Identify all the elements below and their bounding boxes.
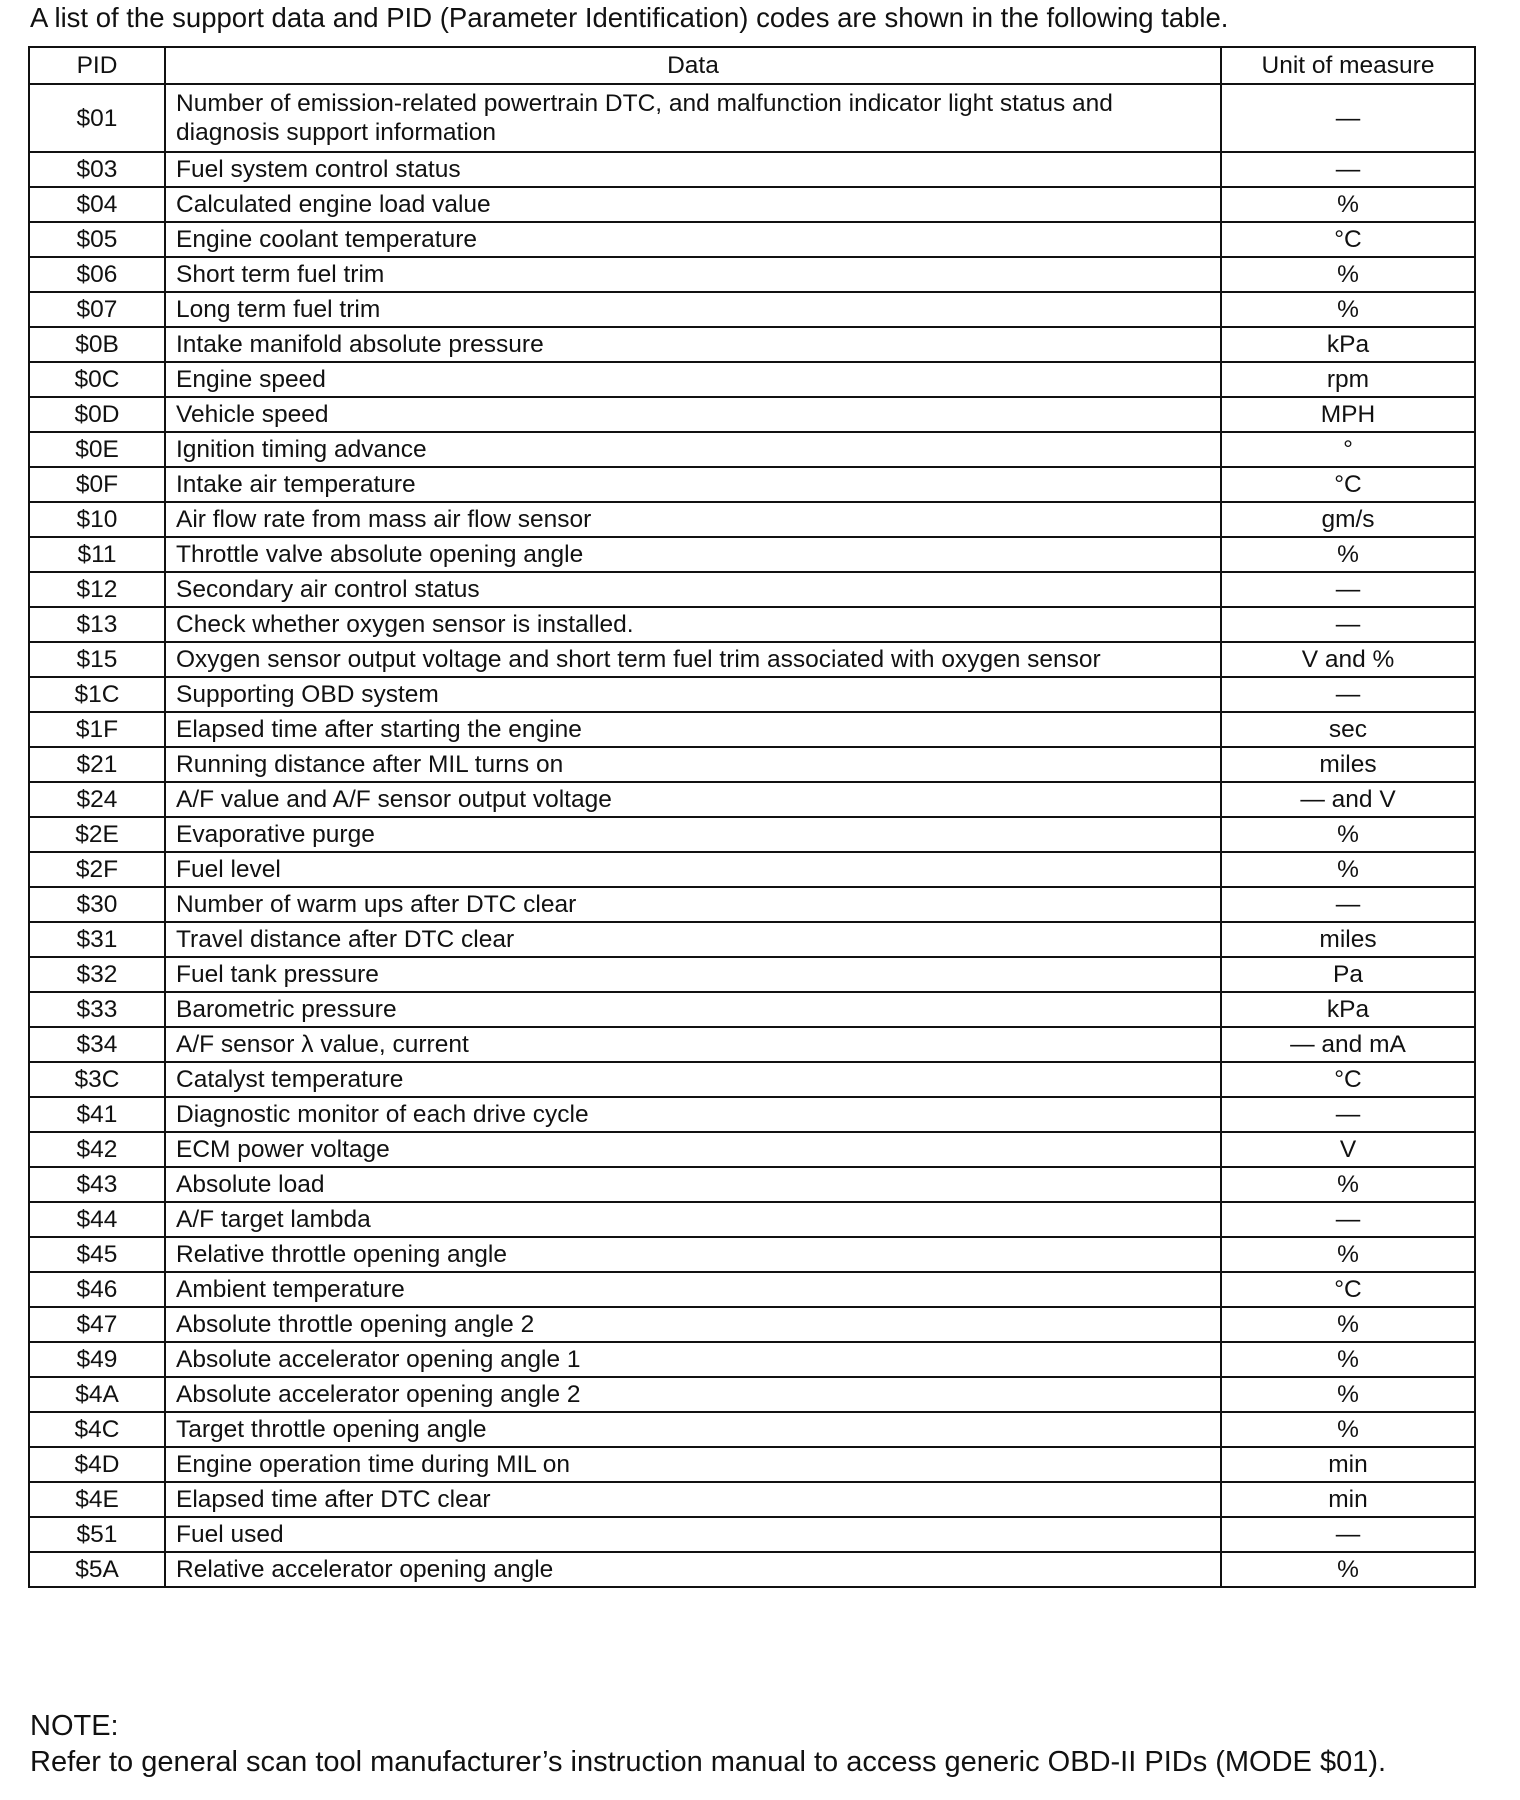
data-cell: A/F value and A/F sensor output voltage	[165, 782, 1221, 817]
table-row	[29, 467, 1475, 502]
data-cell: Absolute accelerator opening angle 1	[165, 1342, 1221, 1377]
unit-cell: °C	[1221, 1272, 1475, 1307]
pid-cell: $4D	[29, 1447, 165, 1482]
table-row	[29, 957, 1475, 992]
data-cell: Catalyst temperature	[165, 1062, 1221, 1097]
unit-cell: —	[1221, 607, 1475, 642]
data-cell: Oxygen sensor output voltage and short term fuel trim associated with oxygen sensor	[165, 642, 1221, 677]
data-cell: Engine speed	[165, 362, 1221, 397]
table-row	[29, 1027, 1475, 1062]
table-row	[29, 292, 1475, 327]
pid-cell: $0B	[29, 327, 165, 362]
table-row	[29, 992, 1475, 1027]
unit-cell: —	[1221, 572, 1475, 607]
unit-cell: %	[1221, 1167, 1475, 1202]
data-cell: Engine operation time during MIL on	[165, 1447, 1221, 1482]
unit-cell: %	[1221, 1342, 1475, 1377]
unit-cell: V and %	[1221, 642, 1475, 677]
pid-cell: $5A	[29, 1552, 165, 1587]
table-row	[29, 1377, 1475, 1412]
table-row	[29, 607, 1475, 642]
data-cell: Absolute throttle opening angle 2	[165, 1307, 1221, 1342]
data-cell: Throttle valve absolute opening angle	[165, 537, 1221, 572]
pid-cell: $49	[29, 1342, 165, 1377]
pid-cell: $01	[29, 84, 165, 152]
data-cell: Calculated engine load value	[165, 187, 1221, 222]
unit-cell: °C	[1221, 467, 1475, 502]
pid-cell: $05	[29, 222, 165, 257]
table-row	[29, 502, 1475, 537]
table-row	[29, 572, 1475, 607]
table-row	[29, 1482, 1475, 1517]
pid-cell: $1F	[29, 712, 165, 747]
table-header	[29, 47, 1475, 84]
pid-cell: $43	[29, 1167, 165, 1202]
data-cell: Vehicle speed	[165, 397, 1221, 432]
unit-cell: kPa	[1221, 327, 1475, 362]
table-row	[29, 1412, 1475, 1447]
data-cell: Evaporative purge	[165, 817, 1221, 852]
table-row	[29, 1307, 1475, 1342]
unit-cell: %	[1221, 257, 1475, 292]
data-cell: Absolute accelerator opening angle 2	[165, 1377, 1221, 1412]
table-body	[29, 84, 1475, 1587]
data-cell: Travel distance after DTC clear	[165, 922, 1221, 957]
data-cell: ECM power voltage	[165, 1132, 1221, 1167]
data-cell: Secondary air control status	[165, 572, 1221, 607]
table-row	[29, 1517, 1475, 1552]
unit-cell: %	[1221, 1237, 1475, 1272]
data-cell: Intake manifold absolute pressure	[165, 327, 1221, 362]
data-cell: Check whether oxygen sensor is installed.	[165, 607, 1221, 642]
unit-cell: %	[1221, 1307, 1475, 1342]
table-row	[29, 1552, 1475, 1587]
pid-cell: $3C	[29, 1062, 165, 1097]
table-row	[29, 432, 1475, 467]
data-cell: Elapsed time after DTC clear	[165, 1482, 1221, 1517]
table-row	[29, 1447, 1475, 1482]
unit-cell: rpm	[1221, 362, 1475, 397]
pid-cell: $34	[29, 1027, 165, 1062]
unit-cell: —	[1221, 1202, 1475, 1237]
pid-cell: $30	[29, 887, 165, 922]
pid-cell: $31	[29, 922, 165, 957]
pid-cell: $4A	[29, 1377, 165, 1412]
pid-cell: $03	[29, 152, 165, 187]
data-cell: Elapsed time after starting the engine	[165, 712, 1221, 747]
intro-paragraph: A list of the support data and PID (Parameter Identification) codes are shown in the following table.	[30, 2, 1229, 33]
pid-cell: $15	[29, 642, 165, 677]
unit-cell: — and mA	[1221, 1027, 1475, 1062]
pid-cell: $13	[29, 607, 165, 642]
unit-cell: sec	[1221, 712, 1475, 747]
table-row	[29, 1202, 1475, 1237]
table-row	[29, 1062, 1475, 1097]
table-row	[29, 152, 1475, 187]
pid-cell: $1C	[29, 677, 165, 712]
data-cell: Number of warm ups after DTC clear	[165, 887, 1221, 922]
data-cell: A/F sensor λ value, current	[165, 1027, 1221, 1062]
pid-cell: $4C	[29, 1412, 165, 1447]
data-cell: Long term fuel trim	[165, 292, 1221, 327]
unit-cell: %	[1221, 187, 1475, 222]
unit-cell: miles	[1221, 922, 1475, 957]
table-row	[29, 887, 1475, 922]
note-label: NOTE:	[30, 1710, 119, 1742]
pid-cell: $0C	[29, 362, 165, 397]
pid-cell: $12	[29, 572, 165, 607]
pid-cell: $06	[29, 257, 165, 292]
note-block	[30, 1708, 1500, 1780]
data-cell: Supporting OBD system	[165, 677, 1221, 712]
pid-cell: $07	[29, 292, 165, 327]
data-cell: Running distance after MIL turns on	[165, 747, 1221, 782]
table-row	[29, 747, 1475, 782]
pid-cell: $0E	[29, 432, 165, 467]
pid-cell: $04	[29, 187, 165, 222]
unit-cell: %	[1221, 537, 1475, 572]
table-row	[29, 712, 1475, 747]
pid-cell: $51	[29, 1517, 165, 1552]
unit-cell: kPa	[1221, 992, 1475, 1027]
pid-cell: $4E	[29, 1482, 165, 1517]
pid-cell: $10	[29, 502, 165, 537]
pid-cell: $41	[29, 1097, 165, 1132]
data-cell: Fuel used	[165, 1517, 1221, 1552]
table-row	[29, 1272, 1475, 1307]
table-row	[29, 257, 1475, 292]
data-cell: Ignition timing advance	[165, 432, 1221, 467]
table-row	[29, 1167, 1475, 1202]
header-data: Data	[165, 47, 1221, 84]
data-cell: Relative throttle opening angle	[165, 1237, 1221, 1272]
data-cell: Intake air temperature	[165, 467, 1221, 502]
unit-cell: °C	[1221, 222, 1475, 257]
data-cell: Relative accelerator opening angle	[165, 1552, 1221, 1587]
table-row	[29, 397, 1475, 432]
data-cell: Engine coolant temperature	[165, 222, 1221, 257]
data-cell: Fuel tank pressure	[165, 957, 1221, 992]
unit-cell: —	[1221, 677, 1475, 712]
pid-cell: $21	[29, 747, 165, 782]
pid-table	[28, 46, 1476, 1588]
pid-cell: $47	[29, 1307, 165, 1342]
unit-cell: %	[1221, 1552, 1475, 1587]
unit-cell: —	[1221, 84, 1475, 152]
table-row	[29, 84, 1475, 152]
unit-cell: %	[1221, 1377, 1475, 1412]
unit-cell: MPH	[1221, 397, 1475, 432]
table-row	[29, 1132, 1475, 1167]
table-row	[29, 327, 1475, 362]
table-row	[29, 537, 1475, 572]
data-cell: Number of emission-related powertrain DTC, and malfunction indicator light status and diagnosis support information	[165, 84, 1221, 152]
pid-cell: $45	[29, 1237, 165, 1272]
unit-cell: miles	[1221, 747, 1475, 782]
data-cell: Air flow rate from mass air flow sensor	[165, 502, 1221, 537]
data-cell: Diagnostic monitor of each drive cycle	[165, 1097, 1221, 1132]
header-row	[29, 47, 1475, 84]
pid-cell: $11	[29, 537, 165, 572]
table-row	[29, 852, 1475, 887]
table-row	[29, 677, 1475, 712]
table-row	[29, 1342, 1475, 1377]
pid-cell: $2E	[29, 817, 165, 852]
unit-cell: V	[1221, 1132, 1475, 1167]
table-row	[29, 642, 1475, 677]
data-cell: Ambient temperature	[165, 1272, 1221, 1307]
data-cell: Target throttle opening angle	[165, 1412, 1221, 1447]
data-cell: Short term fuel trim	[165, 257, 1221, 292]
unit-cell: °	[1221, 432, 1475, 467]
pid-cell: $32	[29, 957, 165, 992]
pid-cell: $0D	[29, 397, 165, 432]
pid-cell: $0F	[29, 467, 165, 502]
pid-cell: $42	[29, 1132, 165, 1167]
pid-cell: $33	[29, 992, 165, 1027]
unit-cell: min	[1221, 1482, 1475, 1517]
data-cell: Fuel level	[165, 852, 1221, 887]
unit-cell: —	[1221, 887, 1475, 922]
header-pid: PID	[29, 47, 165, 84]
unit-cell: °C	[1221, 1062, 1475, 1097]
unit-cell: — and V	[1221, 782, 1475, 817]
unit-cell: gm/s	[1221, 502, 1475, 537]
pid-cell: $2F	[29, 852, 165, 887]
note-text: Refer to general scan tool manufacturer’s instruction manual to access generic OBD-II PIDs (MODE $01).	[30, 1746, 1387, 1778]
unit-cell: %	[1221, 852, 1475, 887]
table-row	[29, 1237, 1475, 1272]
table-row	[29, 817, 1475, 852]
table-row	[29, 187, 1475, 222]
header-unit: Unit of measure	[1221, 47, 1475, 84]
table-row	[29, 922, 1475, 957]
data-cell: A/F target lambda	[165, 1202, 1221, 1237]
data-cell: Fuel system control status	[165, 152, 1221, 187]
table-row	[29, 222, 1475, 257]
unit-cell: —	[1221, 152, 1475, 187]
pid-cell: $44	[29, 1202, 165, 1237]
data-cell: Absolute load	[165, 1167, 1221, 1202]
unit-cell: %	[1221, 292, 1475, 327]
unit-cell: %	[1221, 1412, 1475, 1447]
unit-cell: —	[1221, 1097, 1475, 1132]
table-row	[29, 362, 1475, 397]
pid-cell: $24	[29, 782, 165, 817]
data-cell: Barometric pressure	[165, 992, 1221, 1027]
unit-cell: —	[1221, 1517, 1475, 1552]
pid-cell: $46	[29, 1272, 165, 1307]
unit-cell: Pa	[1221, 957, 1475, 992]
unit-cell: min	[1221, 1447, 1475, 1482]
table-row	[29, 1097, 1475, 1132]
table-row	[29, 782, 1475, 817]
unit-cell: %	[1221, 817, 1475, 852]
